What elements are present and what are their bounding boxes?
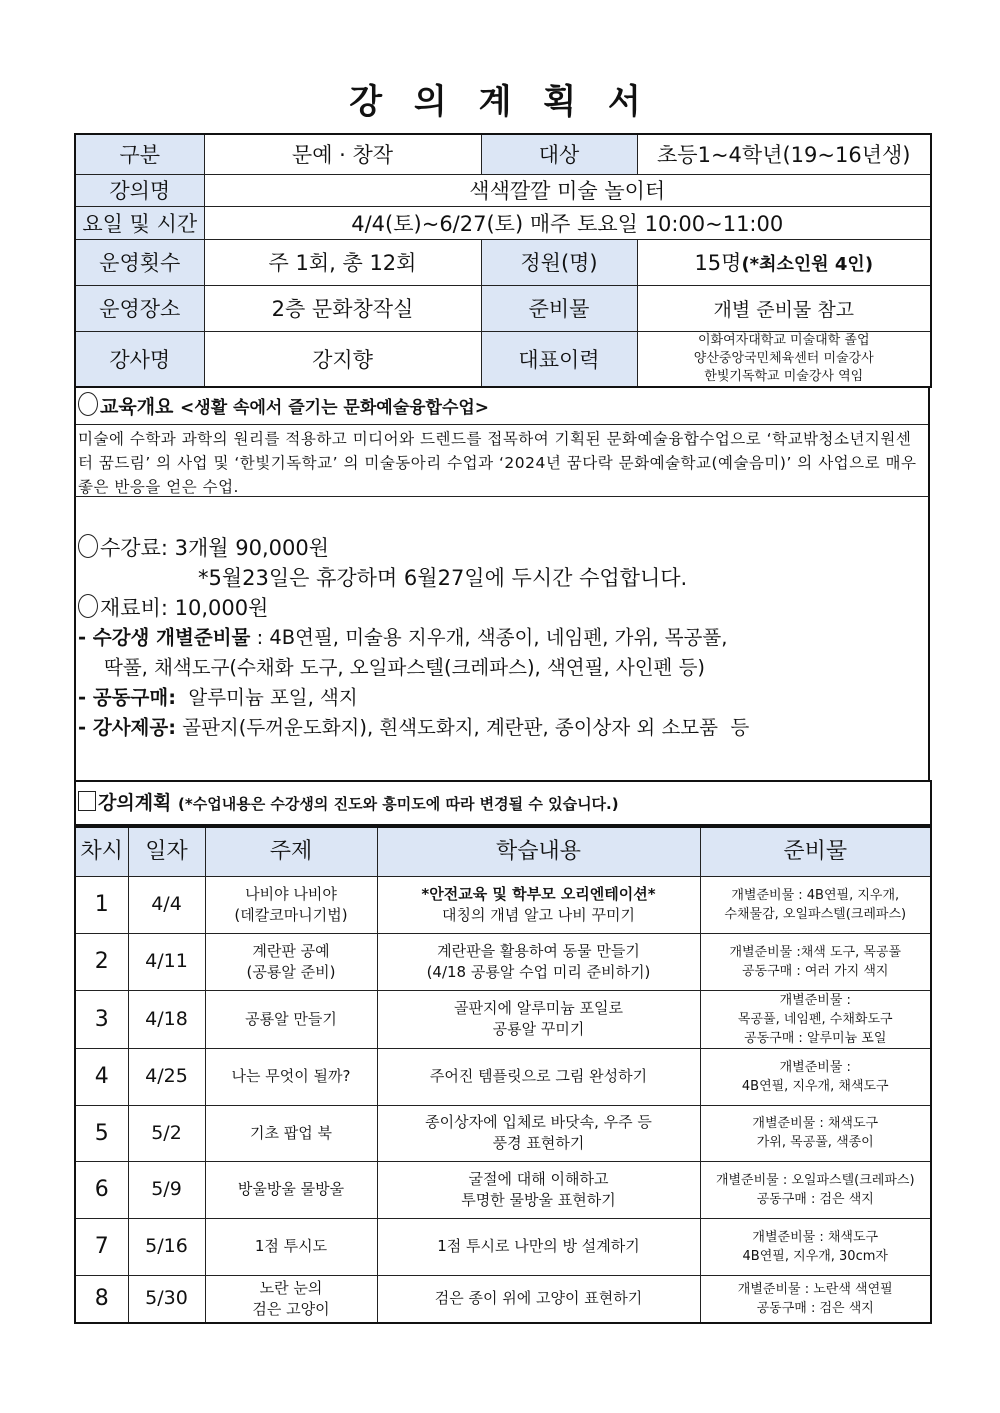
tuition-note: *5월23일은 휴강하며 6월27일에 두시간 수업합니다. bbox=[198, 566, 688, 590]
session-topic bbox=[205, 933, 377, 990]
individual-materials-value: : 4B연필, 미술용 지우개, 색종이, 네임펜, 가위, 목공풀, bbox=[250, 626, 728, 649]
individual-materials-label: - 수강생 개별준비물 bbox=[78, 626, 251, 649]
session-date: 5/2 bbox=[128, 1105, 205, 1161]
session-content bbox=[377, 1218, 700, 1275]
provided-label: - 강사제공: bbox=[78, 716, 177, 739]
provided-value: 골판지(두꺼운도화지), 흰색도화지, 계란판, 종이상자 외 소모품 등 bbox=[176, 716, 750, 739]
session-prep bbox=[700, 1161, 931, 1218]
capacity-cell bbox=[637, 239, 931, 285]
content-line: 계란판을 활용하여 동물 만들기 bbox=[437, 941, 640, 960]
topic-line: 방울방울 물방울 bbox=[237, 1180, 345, 1198]
session-topic bbox=[205, 1105, 377, 1161]
provided-line bbox=[76, 713, 749, 743]
sessions-label: 운영횟수 bbox=[75, 239, 204, 285]
prep-line: 공동구매 : 검은 색지 bbox=[756, 1300, 874, 1316]
topic-line: 나는 무엇이 될까? bbox=[231, 1067, 351, 1085]
table-row bbox=[75, 933, 931, 990]
session-number: 8 bbox=[75, 1275, 128, 1323]
overview-section bbox=[74, 386, 930, 497]
materials-value: 개별 준비물 참고 bbox=[637, 285, 931, 331]
lesson-plan-table bbox=[74, 826, 932, 1324]
topic-line: 나비야 나비야 bbox=[245, 884, 337, 903]
topic-line: 공룡알 만들기 bbox=[245, 1009, 337, 1028]
circle-bullet-icon bbox=[78, 594, 98, 618]
group-purchase-value: 알루미늄 포일, 색지 bbox=[176, 686, 358, 709]
content-line: 검은 종이 위에 고양이 표현하기 bbox=[434, 1289, 643, 1308]
prep-line: 개별준비물 : 채색도구 bbox=[752, 1229, 879, 1245]
content-line: 풍경 표현하기 bbox=[492, 1134, 585, 1152]
location-value: 2층 문화창작실 bbox=[204, 285, 481, 331]
session-prep bbox=[700, 1218, 931, 1275]
circle-bullet-icon bbox=[78, 392, 98, 416]
session-content bbox=[377, 1048, 700, 1105]
career-line: 한빛기독학교 미술강사 역임 bbox=[704, 368, 864, 384]
session-number: 6 bbox=[75, 1161, 128, 1218]
target-label: 대상 bbox=[481, 134, 637, 174]
prep-line: 가위, 목공풀, 색종이 bbox=[756, 1135, 874, 1150]
course-info-table bbox=[74, 133, 932, 388]
session-topic bbox=[205, 1048, 377, 1105]
prep-line: 개별준비물 :채색 도구, 목공풀 bbox=[729, 944, 902, 960]
table-row bbox=[75, 1161, 931, 1218]
circle-bullet-icon bbox=[78, 534, 98, 558]
table-row bbox=[75, 1105, 931, 1161]
content-line: 1점 투시로 나만의 방 설계하기 bbox=[437, 1237, 640, 1255]
career-line: 이화여자대학교 미술대학 졸업 bbox=[697, 332, 870, 348]
square-bullet-icon bbox=[78, 791, 96, 811]
material-fee-line bbox=[76, 593, 268, 623]
session-content bbox=[377, 1105, 700, 1161]
table-row bbox=[75, 876, 931, 933]
topic-line: 계란판 공예 bbox=[252, 941, 330, 960]
target-value: 초등1~4학년(19~16년생) bbox=[637, 134, 931, 174]
group-purchase-label: - 공동구매: bbox=[78, 686, 177, 709]
tuition-text: 수강료: 3개월 90,000원 bbox=[100, 536, 329, 560]
instructor-label: 강사명 bbox=[75, 331, 204, 387]
session-date: 4/25 bbox=[128, 1048, 205, 1105]
session-topic bbox=[205, 1161, 377, 1218]
prep-line: 개별준비물 : bbox=[779, 992, 851, 1008]
table-row bbox=[75, 1275, 931, 1323]
location-label: 운영장소 bbox=[75, 285, 204, 331]
content-line: 공룡알 꾸미기 bbox=[492, 1020, 585, 1038]
category-label: 구분 bbox=[75, 134, 204, 174]
material-fee-text: 재료비: 10,000원 bbox=[100, 596, 269, 620]
table-header-row bbox=[75, 827, 931, 876]
session-number: 3 bbox=[75, 990, 128, 1048]
group-purchase-line bbox=[76, 683, 358, 713]
prep-line: 4B연필, 지우개, 채색도구 bbox=[741, 1078, 889, 1094]
course-name-value: 색색깔깔 미술 놀이터 bbox=[204, 174, 931, 206]
session-date: 5/9 bbox=[128, 1161, 205, 1218]
prep-line: 개별준비물 : bbox=[779, 1059, 851, 1075]
career-value bbox=[637, 331, 931, 387]
prep-line: 공동구매 : 검은 색지 bbox=[756, 1191, 874, 1207]
tuition-line bbox=[76, 533, 329, 563]
overview-subtitle: <생활 속에서 즐기는 문화예술융합수업> bbox=[180, 398, 490, 418]
session-content bbox=[377, 990, 700, 1048]
capacity-value: 15명 bbox=[694, 251, 742, 275]
content-line: (4/18 공룡알 수업 미리 준비하기) bbox=[426, 962, 651, 981]
topic-line: 1점 투시도 bbox=[254, 1237, 328, 1255]
content-line: 종이상자에 입체로 바닷속, 우주 등 bbox=[425, 1113, 652, 1131]
prep-line: 개별준비물 : 오일파스텔(크레파스) bbox=[715, 1172, 915, 1188]
topic-line: (공룡알 준비) bbox=[246, 962, 336, 981]
session-date: 4/18 bbox=[128, 990, 205, 1048]
plan-note: (*수업내용은 수강생의 진도와 흥미도에 따라 변경될 수 있습니다.) bbox=[178, 795, 619, 813]
prep-line: 4B연필, 지우개, 30cm자 bbox=[742, 1248, 888, 1264]
session-prep bbox=[700, 876, 931, 933]
instructor-value: 강지향 bbox=[204, 331, 481, 387]
document-title: 강 의 계 획 서 bbox=[349, 82, 651, 122]
session-content bbox=[377, 876, 700, 933]
individual-materials-line bbox=[76, 623, 727, 653]
plan-heading: 강의계획 bbox=[98, 792, 172, 814]
session-topic bbox=[205, 1218, 377, 1275]
materials-label: 준비물 bbox=[481, 285, 637, 331]
capacity-note: (*최소인원 4인) bbox=[741, 254, 874, 275]
session-topic bbox=[205, 1275, 377, 1323]
table-row bbox=[75, 1218, 931, 1275]
column-header: 일자 bbox=[128, 827, 205, 876]
table-row bbox=[75, 990, 931, 1048]
schedule-value: 4/4(토)~6/27(토) 매주 토요일 10:00~11:00 bbox=[204, 206, 931, 239]
sessions-value: 주 1회, 총 12회 bbox=[204, 239, 481, 285]
session-number: 7 bbox=[75, 1218, 128, 1275]
fees-section bbox=[74, 497, 930, 780]
session-prep bbox=[700, 933, 931, 990]
column-header: 주제 bbox=[205, 827, 377, 876]
content-line: 골판지에 알루미늄 포일로 bbox=[454, 999, 623, 1017]
category-value: 문예 · 창작 bbox=[204, 134, 481, 174]
schedule-label: 요일 및 시간 bbox=[75, 206, 204, 239]
session-number: 5 bbox=[75, 1105, 128, 1161]
career-line: 양산중앙국민체육센터 미술강사 bbox=[693, 350, 874, 366]
session-content bbox=[377, 1161, 700, 1218]
plan-heading-bar bbox=[74, 780, 932, 826]
individual-materials-line-2: 딱풀, 채색도구(수채화 도구, 오일파스텔(크레파스), 색연필, 사인펜 등) bbox=[104, 656, 706, 679]
session-date: 5/30 bbox=[128, 1275, 205, 1323]
session-content bbox=[377, 933, 700, 990]
topic-line: 노란 눈의 bbox=[259, 1278, 323, 1297]
session-prep bbox=[700, 990, 931, 1048]
prep-line: 목공풀, 네임펜, 수채화도구 bbox=[737, 1011, 893, 1027]
topic-line: 기초 팝업 북 bbox=[250, 1123, 332, 1142]
prep-line: 수채물감, 오일파스텔(크레파스) bbox=[724, 906, 907, 922]
course-name-label: 강의명 bbox=[75, 174, 204, 206]
career-label: 대표이력 bbox=[481, 331, 637, 387]
prep-line: 개별준비물 : 노란색 색연필 bbox=[737, 1281, 893, 1297]
content-line: 굴절에 대해 이해하고 bbox=[468, 1169, 609, 1188]
overview-title: 교육개요 bbox=[100, 396, 174, 418]
session-prep bbox=[700, 1105, 931, 1161]
prep-line: 공동구매 : 알루미늄 포일 bbox=[744, 1030, 887, 1046]
session-date: 5/16 bbox=[128, 1218, 205, 1275]
session-number: 4 bbox=[75, 1048, 128, 1105]
session-date: 4/11 bbox=[128, 933, 205, 990]
session-topic bbox=[205, 876, 377, 933]
session-content bbox=[377, 1275, 700, 1323]
session-number: 2 bbox=[75, 933, 128, 990]
session-number: 1 bbox=[75, 876, 128, 933]
capacity-label: 정원(명) bbox=[481, 239, 637, 285]
session-prep bbox=[700, 1275, 931, 1323]
column-header: 학습내용 bbox=[377, 827, 700, 876]
overview-body: 미술에 수학과 과학의 원리를 적용하고 미디어와 드렌드를 접목하여 기획된 문화예술융합수업으로 ‘학교밖청소년지원센터 꿈드림’ 의 사업 및 ‘한빛기독학교’ 의 미술동아리 수업과 ‘2024년 꿈다락 문화예술학교(예술음미)’ 의 사업으로 매우 좋은 반응을 얻은 수업. bbox=[78, 430, 917, 496]
prep-line: 개별준비물 : 채색도구 bbox=[752, 1116, 879, 1131]
session-topic bbox=[205, 990, 377, 1048]
table-row bbox=[75, 1048, 931, 1105]
topic-line: 검은 고양이 bbox=[252, 1299, 330, 1318]
column-header: 준비물 bbox=[700, 827, 931, 876]
session-prep bbox=[700, 1048, 931, 1105]
content-line: *안전교육 및 학부모 오리엔테이션* bbox=[421, 884, 656, 903]
content-line: 주어진 템플릿으로 그림 완성하기 bbox=[429, 1067, 648, 1085]
prep-line: 개별준비물 : 4B연필, 지우개, bbox=[731, 887, 900, 903]
prep-line: 공동구매 : 여러 가지 색지 bbox=[742, 963, 889, 979]
topic-line: (데칼코마니기법) bbox=[234, 905, 348, 924]
column-header: 차시 bbox=[75, 827, 128, 876]
content-line: 대칭의 개념 알고 나비 꾸미기 bbox=[442, 905, 635, 924]
overview-heading bbox=[76, 386, 928, 425]
session-date: 4/4 bbox=[128, 876, 205, 933]
content-line: 투명한 물방울 표현하기 bbox=[461, 1190, 616, 1209]
